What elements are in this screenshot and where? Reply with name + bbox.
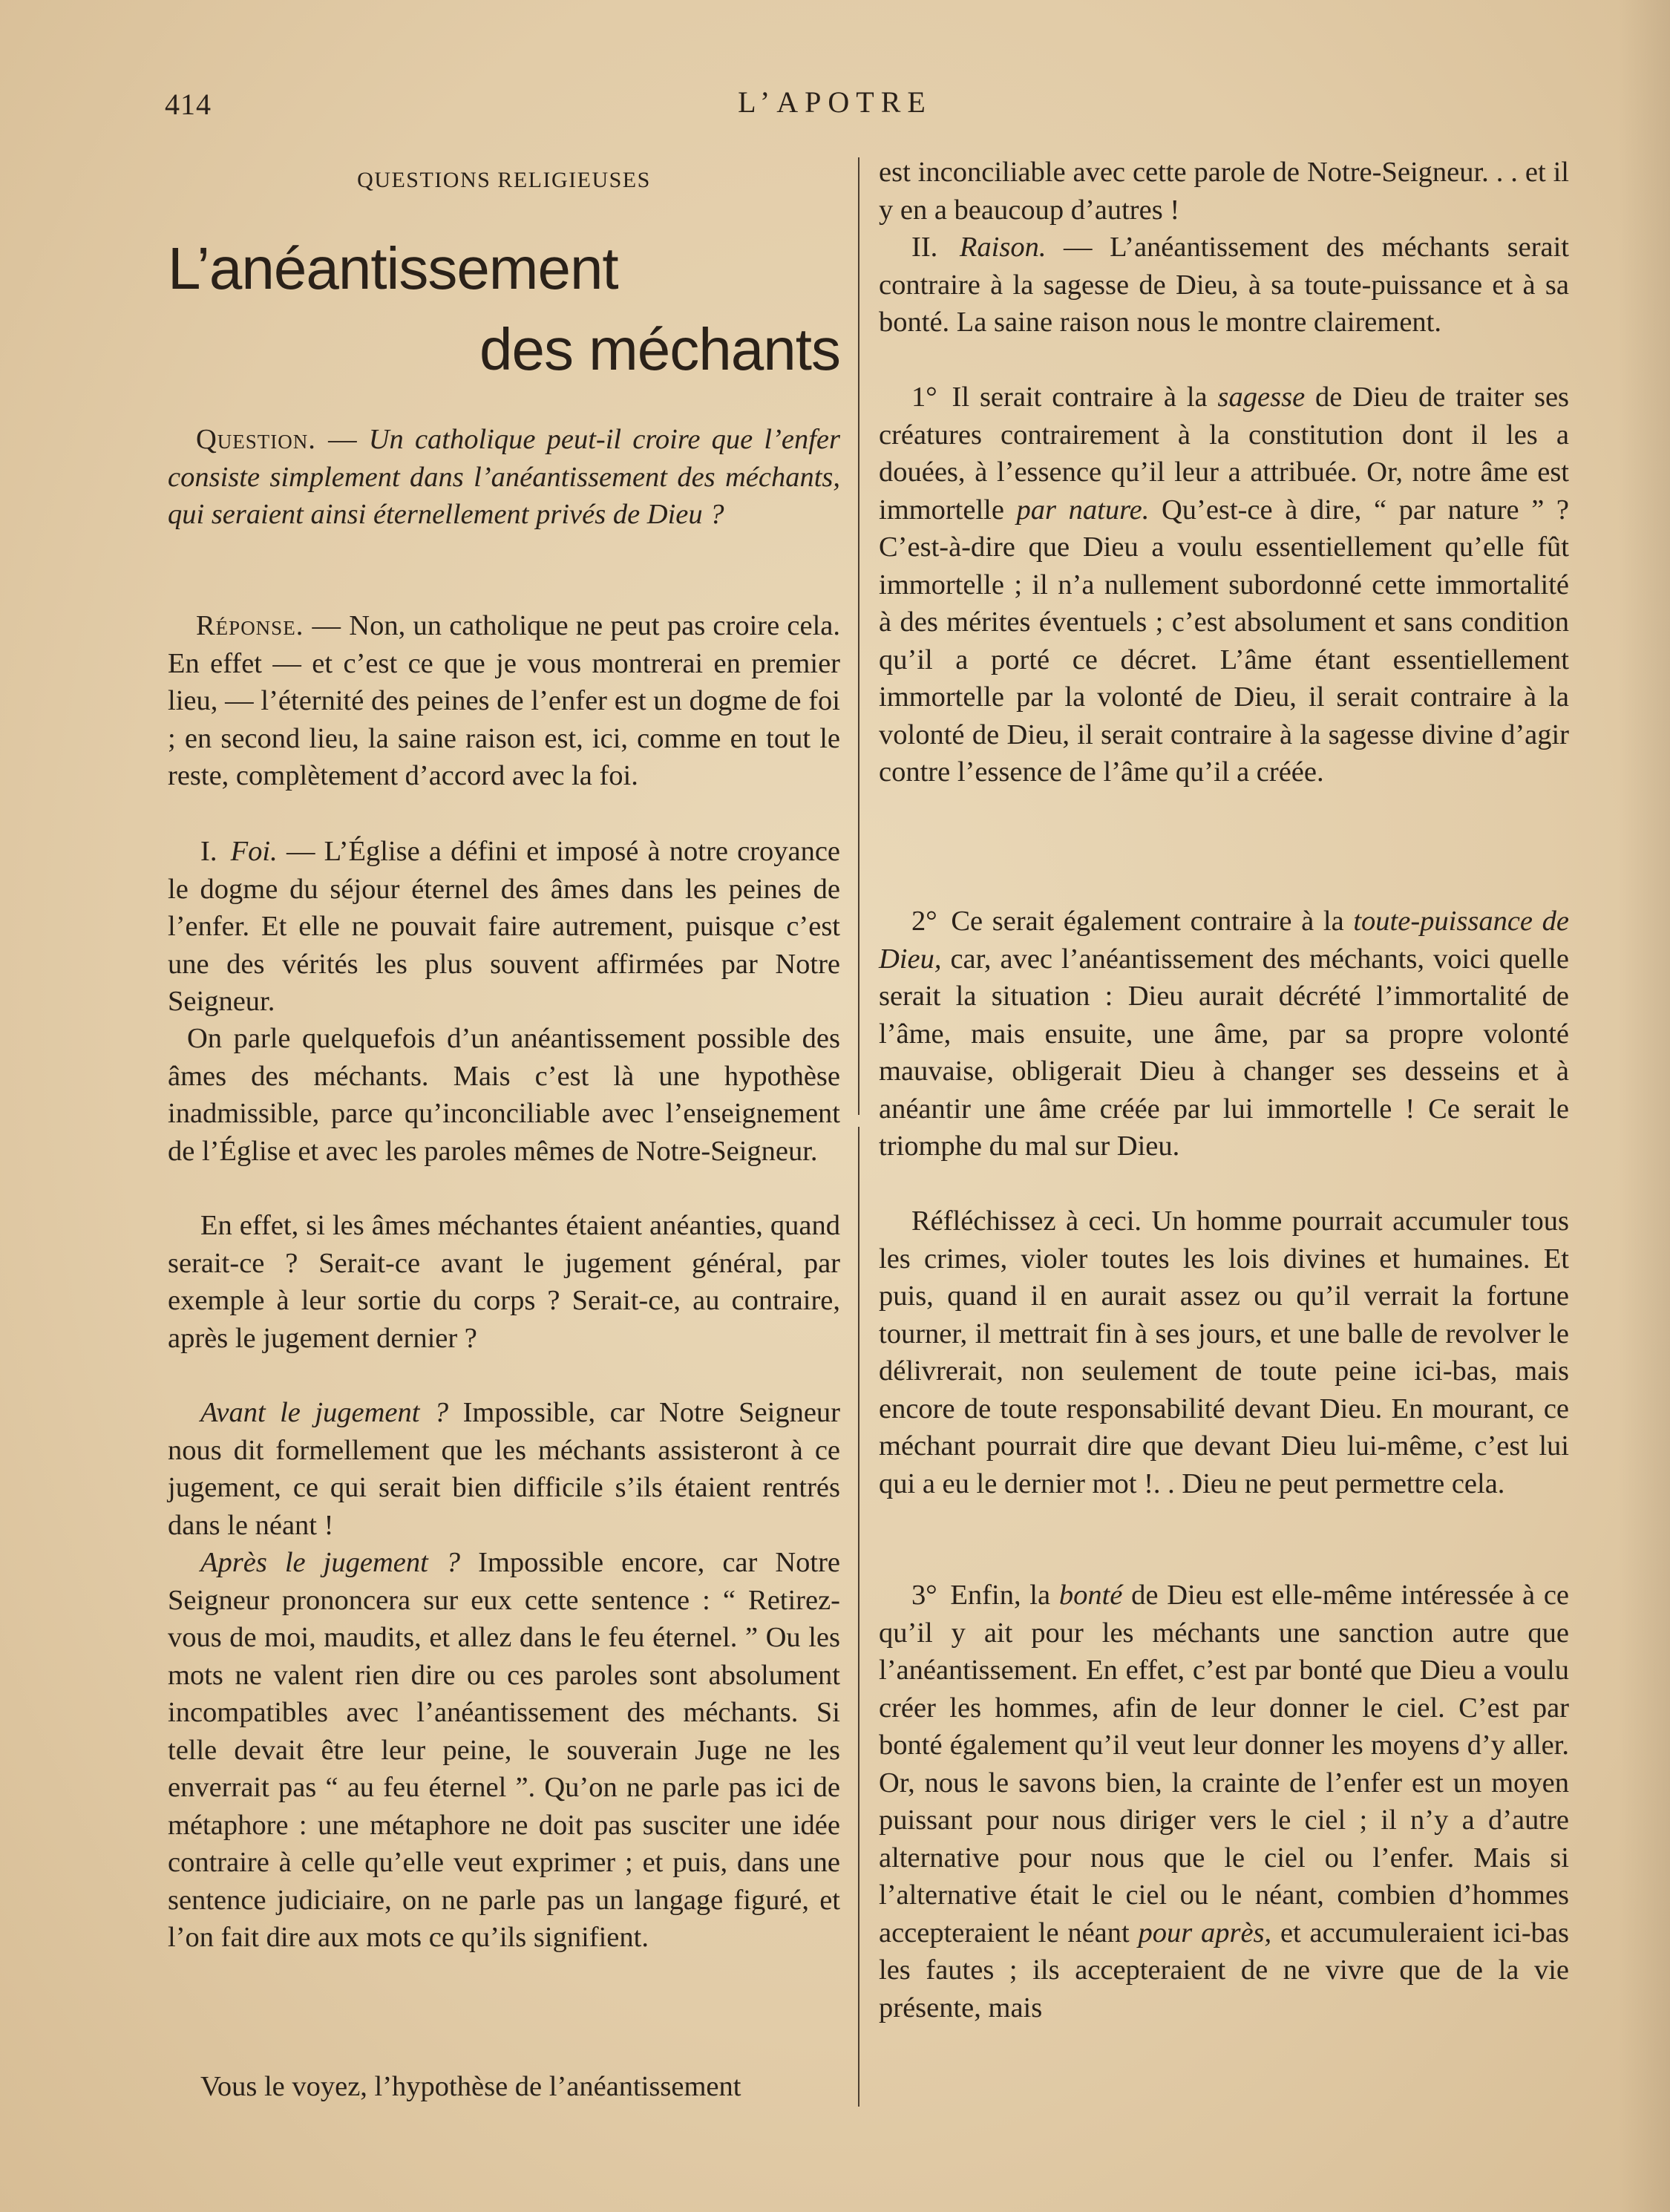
omnipotence-text-b: car, avec l’anéantissement des méchants, voici quelle serait la situation : Dieu aurait décrété l’immortalité de l’âme, mais ensuite, une âme, par sa propre volonté mauvaise, obligerait Dieu à changer ses desseins et à anéantir une âme créée par lui immortelle ! Ce serait le triomphe du mal sur Dieu.	[879, 943, 1569, 1162]
section-rubric: QUESTIONS RELIGIEUSES	[357, 168, 651, 192]
wisdom-number: 1°	[911, 382, 937, 413]
goodness-number: 3°	[911, 1580, 937, 1611]
column-rule-lower	[858, 1127, 859, 2107]
answer-text: Non, un catholique ne peut pas croire cela. En effet — et c’est ce que je vous montrerai en premier lieu, — l’éternité des peines de l’enfer est un dogme de foi ; en second lieu, la saine raison est, ici, comme en tout le reste, complètement d’accord avec la foi.	[168, 610, 841, 791]
column-rule-upper	[858, 157, 859, 1115]
before-judgment-paragraph	[168, 1394, 840, 1544]
continuation-paragraph: est inconciliable avec cette parole de Notre-Seigneur. . . et il y en a beaucoup d’autres !	[879, 157, 1569, 226]
article-title-line2: des méchants	[479, 316, 840, 382]
page-edge-shade	[1618, 0, 1670, 2212]
page-number: 414	[165, 88, 212, 121]
reason-paragraph	[879, 229, 1569, 341]
reflect-paragraph: Réfléchissez à ceci. Un homme pourrait accumuler tous les crimes, violer toutes les lois divines et humaines. Et puis, quand il en aurait assez ou qu’il verrait la fortune tourner, il mettrait fin à ses jours, et une balle de revolver le délivrerait, non seulement de toute peine ici-bas, mais encore de toute responsabilité devant Dieu. En mourant, ce méchant pourrait dire que devant Dieu lui-même, c’est lui qui a eu le dernier mot !. . Dieu ne peut permettre cela.	[879, 1205, 1569, 1499]
before-judgment-text: Impossible, car Notre Seigneur nous dit formellement que les méchants assisteront à ce jugement, ce qui serait bien difficile s’ils étaient rentrés dans le néant !	[168, 1397, 840, 1541]
when-paragraph: En effet, si les âmes méchantes étaient anéanties, quand serait-ce ? Serait-ce avant le jugement général, par exemple à leur sortie du corps ? Serait-ce, au contraire, après le jugement dernier ?	[168, 1210, 840, 1354]
closing-paragraph: Vous le voyez, l’hypothèse de l’anéantissement	[200, 2071, 741, 2102]
faith-text: — L’Église a défini et imposé à notre croyance le dogme du séjour éternel des âmes dans les peines de l’enfer. Et elle ne pouvait faire autrement, puisque c’est une des vérités les plus souvent affirmées par Notre Seigneur.	[168, 836, 841, 1017]
before-judgment-label: Avant le jugement ?	[200, 1397, 449, 1428]
after-judgment-text: Impossible encore, car Notre Seigneur prononcera sur eux cette sentence : “ Retirez-vous de moi, maudits, et allez dans le feu éternel. ” Ou les mots ne valent rien dire ou ces paroles sont absolument incompatibles avec l’anéantissement des méchants. Si telle devait être leur peine, le souverain Juge ne les enverrait pas “ au feu éternel ”. Qu’on ne parle pas ici de métaphore : une métaphore ne doit pas susciter une idée contraire à celle qu’elle veut exprimer ; et puis, dans une sentence judiciaire, on ne parle pas un langage figuré, et l’on fait dire aux mots ce qu’ils signifient.	[168, 1547, 840, 1953]
wisdom-text-a: Il serait contraire à la	[952, 382, 1208, 413]
goodness-term: bonté	[1058, 1580, 1123, 1611]
faith-paragraph	[168, 833, 840, 1021]
wisdom-term: sagesse	[1217, 382, 1306, 413]
wisdom-text-c: Qu’est-ce à dire, “ par nature ” ? C’est-à-dire que Dieu a voulu essentiellement qu’elle fût immortelle ; il n’a nullement subordonné cette immortalité à des mérites éventuels ; c’est absolument et sans condition qu’il a porté ce décret. L’âme étant essentiellement immortelle par la volonté de Dieu, il serait contraire à la volonté de Dieu, il serait contraire à la sagesse divine d’agir contre l’essence de l’âme qu’il a créée.	[879, 494, 1570, 788]
after-judgment-paragraph	[168, 1544, 840, 1957]
reason-label: Raison.	[959, 232, 1047, 263]
after-judgment-label: Après le jugement ?	[200, 1547, 461, 1578]
annihilation-paragraph: On parle quelquefois d’un anéantissement possible des âmes des méchants. Mais c’est là une hypothèse inadmissible, parce qu’inconciliable avec l’enseignement de l’Église et avec les paroles mêmes de Notre-Seigneur.	[168, 1023, 840, 1167]
wisdom-text-b: de Dieu de traiter ses créatures contrairement à la constitution dont il les a douées, à l’essence qu’il leur a attribuée. Or, notre âme est immortelle	[879, 382, 1570, 526]
left-column	[168, 0, 840, 2212]
goodness-text-a: Enfin, la	[950, 1580, 1051, 1611]
omnipotence-term: toute-puissance de Dieu,	[879, 906, 1570, 975]
question-paragraph	[168, 421, 840, 534]
for-after-term: pour après,	[1138, 1917, 1272, 1948]
goodness-text-b: de Dieu est elle-même intéressée à ce qu’il y ait pour les méchants une sanction autre que l’anéantissement. En effet, c’est par bonté que Dieu a voulu créer les hommes, afin de leur donner le ciel. C’est par bonté également qu’il veut leur donner les moyens d’y aller. Or, nous le savons bien, la crainte de l’enfer est un moyen puissant pour nous diriger vers le ciel ; il n’y a d’autre alternative pour nous que le ciel ou l’enfer. Mais si l’alternative était le ciel ou le néant, combien d’hommes accepteraient le néant	[879, 1580, 1570, 1948]
omnipotence-paragraph	[879, 903, 1569, 1165]
omnipotence-text-a: Ce serait également contraire à la	[951, 906, 1344, 937]
article-title-line1: L’anéantissement	[168, 235, 618, 301]
goodness-paragraph	[879, 1577, 1569, 2026]
reason-number: II.	[911, 232, 938, 263]
by-nature-term: par nature.	[1016, 494, 1150, 526]
faith-number: I.	[200, 836, 217, 867]
goodness-text-c: et accumuleraient ici-bas les fautes ; ils accepteraient de ne vivre que de la vie présente, mais	[879, 1917, 1570, 2023]
answer-label: Réponse. —	[196, 610, 342, 641]
answer-paragraph	[168, 607, 840, 795]
question-text: Un catholique peut-il croire que l’enfer consiste simplement dans l’anéantissement des méchants, qui seraient ainsi éternellement privés de Dieu ?	[168, 424, 841, 530]
faith-label: Foi.	[230, 836, 278, 867]
omnipotence-number: 2°	[911, 906, 937, 937]
wisdom-paragraph	[879, 379, 1569, 791]
running-title: L’APOTRE	[738, 85, 932, 119]
question-label: Question. —	[196, 424, 358, 455]
reason-text: — L’anéantissement des méchants serait contraire à la sagesse de Dieu, à sa toute-puissance et à sa bonté. La saine raison nous le montre clairement.	[879, 232, 1569, 338]
right-column	[879, 0, 1569, 2212]
